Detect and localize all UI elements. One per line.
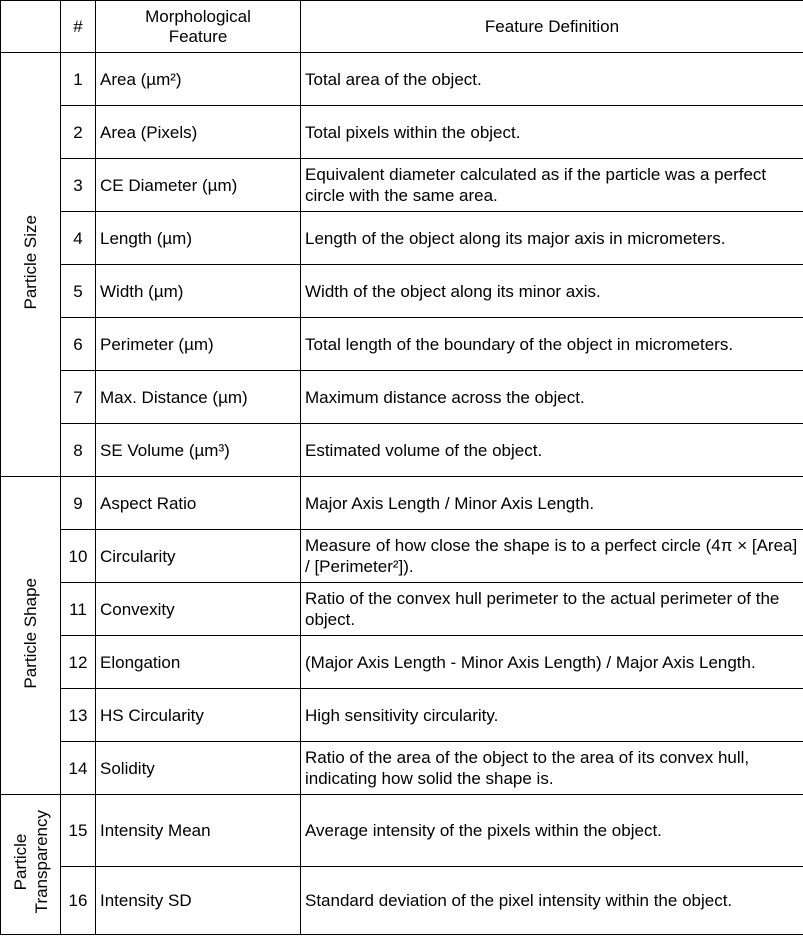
- row-feature: CE Diameter (µm): [96, 159, 301, 212]
- group-label-particle-size: Particle Size: [21, 214, 40, 310]
- row-number: 15: [61, 795, 96, 867]
- group-label-particle-transparency: [10, 810, 52, 913]
- row-feature: Width (µm): [96, 265, 301, 318]
- row-definition: Measure of how close the shape is to a perfect circle (4π × [Area] / [Perimeter²]).: [301, 530, 803, 583]
- table-row: [1, 265, 803, 318]
- row-definition: Maximum distance across the object.: [301, 371, 803, 424]
- row-number: 4: [61, 212, 96, 265]
- row-number: 10: [61, 530, 96, 583]
- row-feature: HS Circularity: [96, 689, 301, 742]
- row-feature: Perimeter (µm): [96, 318, 301, 371]
- row-definition: Ratio of the convex hull perimeter to the actual perimeter of the object.: [301, 583, 803, 636]
- table-row: [1, 318, 803, 371]
- row-number: 13: [61, 689, 96, 742]
- group-label-transparency-line2: Transparency: [31, 810, 51, 914]
- row-definition: Major Axis Length / Minor Axis Length.: [301, 477, 803, 530]
- row-number: 2: [61, 106, 96, 159]
- table-row: [1, 530, 803, 583]
- row-feature: Circularity: [96, 530, 301, 583]
- table-row: [1, 689, 803, 742]
- table-row: [1, 867, 803, 935]
- row-feature: Area (µm²): [96, 53, 301, 106]
- table-row: [1, 424, 803, 477]
- table-row: [1, 212, 803, 265]
- row-number: 14: [61, 742, 96, 795]
- table-row: [1, 583, 803, 636]
- row-feature: Convexity: [96, 583, 301, 636]
- row-feature: Intensity Mean: [96, 795, 301, 867]
- row-number: 8: [61, 424, 96, 477]
- row-definition: Estimated volume of the object.: [301, 424, 803, 477]
- row-definition: High sensitivity circularity.: [301, 689, 803, 742]
- group-particle-shape: [1, 477, 61, 795]
- row-feature: Max. Distance (µm): [96, 371, 301, 424]
- row-number: 16: [61, 867, 96, 935]
- row-number: 12: [61, 636, 96, 689]
- row-feature: Solidity: [96, 742, 301, 795]
- row-number: 6: [61, 318, 96, 371]
- row-definition: Ratio of the area of the object to the area of its convex hull, indicating how solid the shape is.: [301, 742, 803, 795]
- row-feature: SE Volume (µm³): [96, 424, 301, 477]
- row-definition: Average intensity of the pixels within the object.: [301, 795, 803, 867]
- row-definition: Width of the object along its minor axis.: [301, 265, 803, 318]
- row-number: 9: [61, 477, 96, 530]
- row-number: 7: [61, 371, 96, 424]
- header-feature-definition: Feature Definition: [301, 1, 803, 53]
- row-number: 1: [61, 53, 96, 106]
- row-definition: Total length of the boundary of the object in micrometers.: [301, 318, 803, 371]
- row-number: 5: [61, 265, 96, 318]
- table-row: [1, 53, 803, 106]
- group-label-particle-shape: Particle Shape: [21, 577, 40, 689]
- row-feature: Area (Pixels): [96, 106, 301, 159]
- row-feature: Intensity SD: [96, 867, 301, 935]
- row-definition: Total pixels within the object.: [301, 106, 803, 159]
- row-feature: Elongation: [96, 636, 301, 689]
- table-row: [1, 636, 803, 689]
- table-row: [1, 371, 803, 424]
- group-particle-transparency: [1, 795, 61, 935]
- row-definition: Equivalent diameter calculated as if the particle was a perfect circle with the same area.: [301, 159, 803, 212]
- row-number: 3: [61, 159, 96, 212]
- row-feature: Length (µm): [96, 212, 301, 265]
- row-feature: Aspect Ratio: [96, 477, 301, 530]
- table-row: [1, 159, 803, 212]
- group-label-transparency-line1: Particle: [10, 833, 30, 891]
- header-feature-line2: Feature: [168, 26, 228, 46]
- row-definition: Total area of the object.: [301, 53, 803, 106]
- table-row: [1, 795, 803, 867]
- header-group-spacer: [1, 1, 61, 53]
- row-definition: (Major Axis Length - Minor Axis Length) / Major Axis Length.: [301, 636, 803, 689]
- header-morphological-feature: [96, 1, 301, 53]
- table-row: [1, 477, 803, 530]
- header-feature-line1: Morphological: [145, 6, 251, 26]
- table-row: [1, 742, 803, 795]
- row-number: 11: [61, 583, 96, 636]
- group-particle-size: [1, 53, 61, 477]
- header-row: [1, 1, 803, 53]
- table-row: [1, 106, 803, 159]
- header-number: #: [61, 1, 96, 53]
- row-definition: Standard deviation of the pixel intensity within the object.: [301, 867, 803, 935]
- row-definition: Length of the object along its major axis in micrometers.: [301, 212, 803, 265]
